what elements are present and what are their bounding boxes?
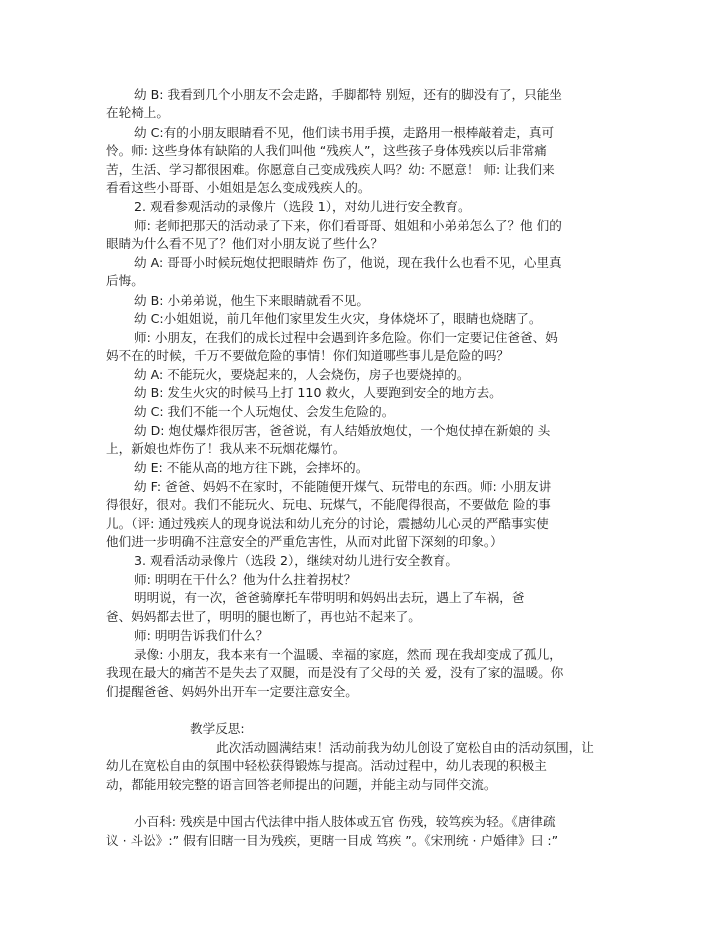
text-line: 幼 C:有的小朋友眼睛看不见，他们读书用手摸，走路用一根棒敲着走，真可 xyxy=(134,125,555,140)
text-line: 小百科: 残疾是中国古代法律中指人肢体或五官 伤残，较笃疾为轻。《唐律疏 xyxy=(134,814,556,829)
text-line: 议 · 斗讼》:” 假有旧瞎一目为残疾，更瞎一目成 笃疾 ”。《宋刑统 · 户婚律》曰 :” xyxy=(106,833,559,848)
text-line: 幼 F: 爸爸、妈妈不在家时，不能随便开煤气、玩带电的东西。师: 小朋友讲 xyxy=(134,479,552,494)
text-line: 师: 小朋友，在我们的成长过程中会遇到许多危险。你们一定要记住爸爸、妈 xyxy=(134,330,558,345)
section-heading: 3. 观看活动录像片（选段 2），继续对幼儿进行安全教育。 xyxy=(134,553,458,568)
text-line: 幼儿在宽松自由的氛围中轻松获得锻炼与提高。活动过程中，幼儿表现的积极主 xyxy=(106,758,547,773)
text-line: 眼睛为什么看不见了？他们对小朋友说了些什么？ xyxy=(106,236,384,251)
text-line: 幼 B: 小弟弟说，他生下来眼睛就看不见。 xyxy=(134,293,369,308)
text-line: 幼 B: 发生火灾的时候马上打 110 救火，人要跑到安全的地方去。 xyxy=(134,385,502,400)
text-line: 爸、妈妈都去世了，明明的腿也断了，再也站不起来了。 xyxy=(106,609,421,624)
text-line: 看看这些小哥哥、小姐姐是怎么变成残疾人的。 xyxy=(106,180,371,195)
text-line: 上，新娘也炸伤了！我从来不玩烟花爆竹。 xyxy=(106,441,346,456)
text-line: 录像: 小朋友，我本来有一个温暖、幸福的家庭，然而 现在我却变成了孤儿， xyxy=(134,647,562,662)
text-line: 幼 A: 哥哥小时候玩炮仗把眼睛炸 伤了，他说，现在我什么也看不见，心里真 xyxy=(134,255,562,270)
text-line: 我现在最大的痛苦不是失去了双腿，而是没有了父母的关 爱，没有了家的温暖。你 xyxy=(106,665,564,680)
text-line: 幼 A: 不能玩火，要烧起来的，人会烧伤，房子也要烧掉的。 xyxy=(134,367,470,382)
text-line: 幼 C: 我们不能一个人玩炮仗、会发生危险的。 xyxy=(134,404,395,419)
text-line: 苦，生活、学习都很困难。你愿意自己变成残疾人吗？幼: 不愿意！ 师: 让我们来 xyxy=(106,162,555,177)
section-heading: 2. 观看参观活动的录像片（选段 1），对幼儿进行安全教育。 xyxy=(134,199,471,214)
text-line: 幼 D: 炮仗爆炸很厉害，爸爸说，有人结婚放炮仗，一个炮仗掉在新娘的 头 xyxy=(134,423,551,438)
text-line: 师: 明明在干什么？他为什么拄着拐杖？ xyxy=(134,572,357,587)
text-line: 动，都能用较完整的语言回答老师提出的问题，并能主动与同伴交流。 xyxy=(106,777,497,792)
text-line: 妈不在的时候，千万不要做危险的事情！你们知道哪些事儿是危险的吗？ xyxy=(106,348,509,363)
text-line: 在轮椅上。 xyxy=(106,105,169,120)
text-line: 儿。（评: 通过残疾人的现身说法和幼儿充分的讨论，震撼幼儿心灵的严酷事实使 xyxy=(106,516,549,531)
text-line: 后悔。 xyxy=(106,273,144,288)
text-line: 们提醒爸爸、妈妈外出开车一定要注意安全。 xyxy=(106,684,358,699)
text-line: 师: 老师把那天的活动录了下来，你们看哥哥、姐姐和小弟弟怎么了？他 们的 xyxy=(134,218,562,233)
text-line: 他们进一步明确不注意安全的严重危害性，从而对此留下深刻的印象。） xyxy=(106,534,503,549)
text-line: 幼 B: 我看到几个小朋友不会走路，手脚都特 别短，还有的脚没有了，只能坐 xyxy=(134,87,562,102)
text-line: 师: 明明告诉我们什么？ xyxy=(134,628,269,643)
text-line: 幼 C:小姐姐说，前几年他们家里发生火灾，身体烧坏了，眼睛也烧瞎了。 xyxy=(134,311,542,326)
text-line: 明明说，有一次，爸爸骑摩托车带明明和妈妈出去玩，遇上了车祸，爸 xyxy=(134,590,525,605)
text-line: 此次活动圆满结束！活动前我为幼儿创设了宽松自由的活动氛围，让 xyxy=(216,740,594,755)
reflection-heading: 教学反思: xyxy=(190,721,245,736)
text-line: 得很好，很对。我们不能玩火、玩电、玩煤气，不能爬得很高，不要做危 险的事 xyxy=(106,497,551,512)
text-line: 幼 E: 不能从高的地方往下跳，会摔坏的。 xyxy=(134,460,369,475)
text-line: 怜。师: 这些身体有缺陷的人我们叫他 “残疾人”，这些孩子身体残疾以后非常痛 xyxy=(106,143,547,158)
